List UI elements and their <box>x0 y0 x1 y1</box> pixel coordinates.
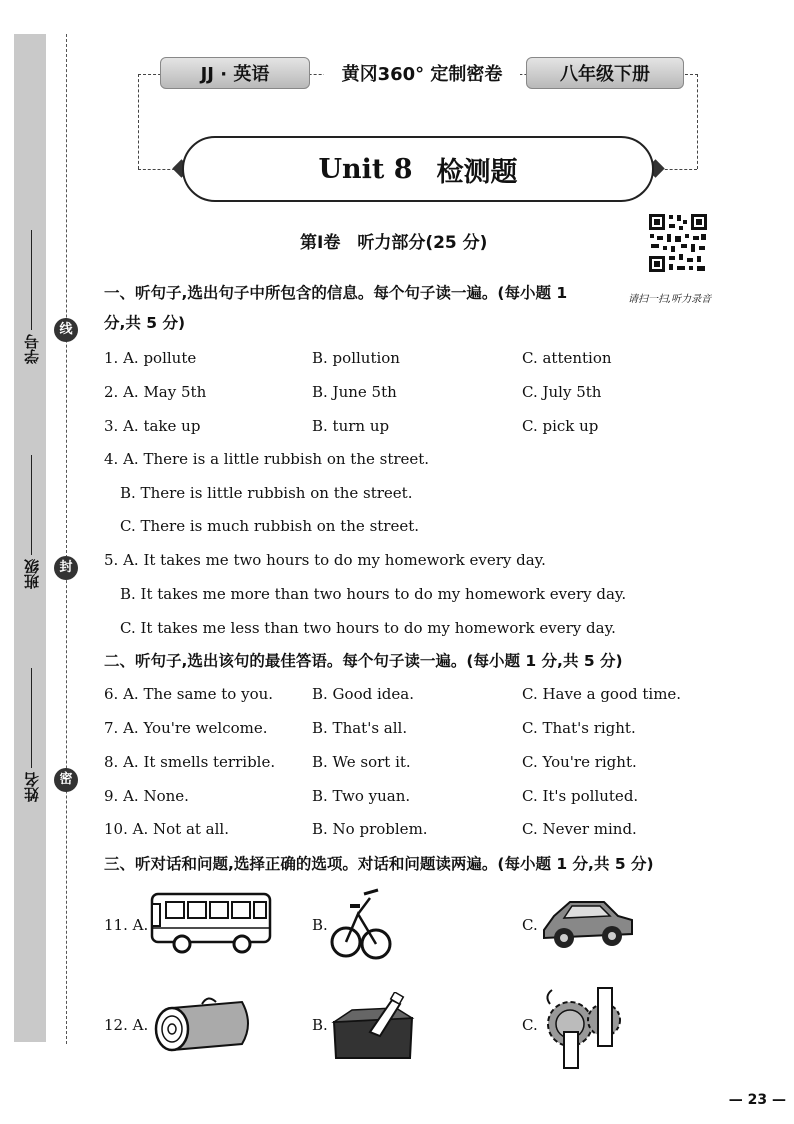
option-b[interactable]: B. That's all. <box>312 719 408 737</box>
option-c[interactable]: C. It's polluted. <box>522 787 639 805</box>
name-label: 姓名 <box>22 772 41 802</box>
option-c[interactable]: C. You're right. <box>522 753 637 771</box>
q11-option-c-label[interactable]: C. <box>522 916 538 934</box>
option-a[interactable]: 3. A. take up <box>104 417 201 435</box>
option-c[interactable]: C. July 5th <box>522 383 602 401</box>
student-id-field[interactable] <box>16 230 46 364</box>
q12-option-c-label[interactable]: C. <box>522 1016 538 1034</box>
header-dash <box>138 74 139 169</box>
question-4-option-c[interactable]: C. There is much rubbish on the street. <box>120 517 420 535</box>
class-blank[interactable] <box>31 455 32 555</box>
class-field[interactable] <box>16 455 46 589</box>
qr-code-icon[interactable] <box>647 212 709 274</box>
seal-seal: 封 <box>54 556 78 580</box>
q12-option-b-label[interactable]: B. <box>312 1016 328 1034</box>
q11-option-a-label[interactable]: 11. A. <box>104 916 149 934</box>
car-icon[interactable] <box>540 894 636 954</box>
option-c[interactable]: C. That's right. <box>522 719 636 737</box>
name-blank[interactable] <box>31 668 32 768</box>
option-a[interactable]: 10. A. Not at all. <box>104 820 229 838</box>
option-b[interactable]: B. Two yuan. <box>312 787 411 805</box>
option-b[interactable]: B. Good idea. <box>312 685 414 703</box>
option-a[interactable]: 6. A. The same to you. <box>104 685 274 703</box>
option-b[interactable]: B. No problem. <box>312 820 428 838</box>
part1-instructions <box>104 278 567 338</box>
seal-line: 线 <box>54 318 78 342</box>
question-5-option-a[interactable]: 5. A. It takes me two hours to do my homework every day. <box>104 551 546 569</box>
bicycle-icon[interactable] <box>330 884 392 964</box>
unit-label: Unit 8 <box>318 153 413 185</box>
class-label: 班级 <box>22 559 41 589</box>
subject-pill: JJ · 英语 <box>160 57 310 89</box>
option-c[interactable]: C. attention <box>522 349 612 367</box>
log-icon[interactable] <box>152 994 256 1056</box>
option-a[interactable]: 2. A. May 5th <box>104 383 207 401</box>
part2-instructions: 二、听句子,选出该句的最佳答语。每个句子读一遍。(每小题 1 分,共 5 分) <box>104 652 623 670</box>
brand-title: 黄冈360° 定制密卷 <box>324 60 520 86</box>
grade-pill: 八年级下册 <box>526 57 684 89</box>
option-c[interactable]: C. Never mind. <box>522 820 637 838</box>
question-5-option-c[interactable]: C. It takes me less than two hours to do my homework every day. <box>120 619 616 637</box>
q11-option-b-label[interactable]: B. <box>312 916 328 934</box>
bottle-bin-icon[interactable] <box>330 992 416 1060</box>
gears-icon[interactable] <box>540 980 636 1072</box>
name-field[interactable] <box>16 668 46 802</box>
part3-instructions: 三、听对话和问题,选择正确的选项。对话和问题读两遍。(每小题 1 分,共 5 分) <box>104 855 654 873</box>
bus-icon[interactable] <box>150 890 274 954</box>
option-b[interactable]: B. We sort it. <box>312 753 411 771</box>
question-5-option-b[interactable]: B. It takes me more than two hours to do my homework every day. <box>120 585 627 603</box>
option-b[interactable]: B. pollution <box>312 349 400 367</box>
option-b[interactable]: B. June 5th <box>312 383 397 401</box>
question-4-option-b[interactable]: B. There is little rubbish on the street. <box>120 484 413 502</box>
option-a[interactable]: 1. A. pollute <box>104 349 197 367</box>
cut-line <box>66 34 67 1044</box>
option-b[interactable]: B. turn up <box>312 417 390 435</box>
seal-secret: 密 <box>54 768 78 792</box>
test-title: 检测题 <box>436 156 518 188</box>
option-a[interactable]: 9. A. None. <box>104 787 189 805</box>
option-c[interactable]: C. Have a good time. <box>522 685 682 703</box>
part1-instr-line2: 分,共 5 分) <box>104 314 186 332</box>
section-heading: 第Ⅰ卷 听力部分(25 分) <box>300 233 488 253</box>
q12-option-a-label[interactable]: 12. A. <box>104 1016 149 1034</box>
page-number: — 23 — <box>728 1092 786 1108</box>
part1-instr-line1: 一、听句子,选出句子中所包含的信息。每个句子读一遍。(每小题 1 <box>104 284 568 302</box>
qr-caption: 请扫一扫,听力录音 <box>628 294 712 305</box>
question-4-option-a[interactable]: 4. A. There is a little rubbish on the street. <box>104 450 430 468</box>
student-id-blank[interactable] <box>31 230 32 330</box>
option-c[interactable]: C. pick up <box>522 417 599 435</box>
page-title <box>182 136 654 202</box>
option-a[interactable]: 7. A. You're welcome. <box>104 719 268 737</box>
header-dash <box>697 74 698 169</box>
option-a[interactable]: 8. A. It smells terrible. <box>104 753 276 771</box>
student-id-label: 学号 <box>22 334 41 364</box>
